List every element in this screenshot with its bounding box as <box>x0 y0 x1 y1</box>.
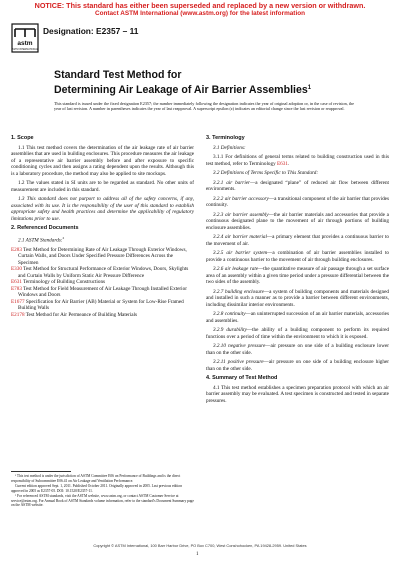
para-3-1-1: 3.1.1 For definitions of general terms related to building construction used in this test method, refer to Terminology E631. <box>206 154 389 167</box>
def-3-2-8: 3.2.8 continuity—an uninterrupted succession of an air barrier materials, accessories and assemblies. <box>206 311 389 324</box>
svg-text:astm: astm <box>17 40 33 47</box>
title-line-2: Determining Air Leakage of Air Barrier Assemblies <box>54 83 308 96</box>
title-footnote-mark: 1 <box>307 84 312 91</box>
footnote-1: ¹ This test method is under the jurisdiction of ASTM Committee E06 on Performance of Buildings and is the direct responsibility of Subcommittee E06.41 on Air Leakage and Ventilation Performance. <box>11 474 181 483</box>
title-line-1: Standard Test Method for <box>54 69 182 81</box>
ref-e2178[interactable]: E2178 Test Method for Air Permeance of Building Materials <box>11 311 138 318</box>
ref-e631-link[interactable]: E631 <box>277 160 288 167</box>
svg-text:ASTM INTERNATIONAL: ASTM INTERNATIONAL <box>11 48 39 51</box>
section-scope-heading: 1. Scope <box>11 135 34 141</box>
def-3-2-9: 3.2.9 durability—the ability of a building component to perform its required functions over a period of time within the environment to which it is exposed. <box>206 327 389 340</box>
para-1-1: 1.1 This test method covers the determination of the air leakage rate of air barrier assemblies that are used in building enclosures. This procedure measures the air leakage of a representative air barrier assembly before and after exposure to specific conditioning cycles and then assigns a rating dependent upon the results. Although this is a laboratory procedure, the method may also be applied to site mockups. <box>11 144 194 177</box>
left-column <box>11 133 194 318</box>
ref-e1677[interactable]: E1677 Specification for Air Barrier (AB) Material or System for Low-Rise Framed Building Walls <box>11 298 184 312</box>
issuance-note: This standard is issued under the fixed designation E2357; the number immediately following the designation indicates the year of original adoption or, in the case of revision, the year of last revision. A number in parentheses indicates the year of last reapproval. A superscript epsilon (ε) indicates an editorial change since the last revision or reapproval. <box>54 101 354 112</box>
notice-line-1: NOTICE: This standard has either been superseded and replaced by a new version or withdrawn. <box>34 1 366 10</box>
page-number: 1 <box>196 552 199 557</box>
para-2-1: 2.1 ASTM Standards:$^2$ <box>18 235 65 244</box>
para-4-1: 4.1 This test method establishes a specimen preparation protocol with which an air barrier assembly may be evaluated. A test specimen is constructed and tested in separate pressures. <box>206 384 389 404</box>
def-3-2-10: 3.2.10 negative pressure—air pressure on one side of a building enclosure lower than on the other side. <box>206 343 389 356</box>
ref-e631[interactable]: E631 Terminology of Building Constructions <box>11 279 106 286</box>
def-3-2-4: 3.2.4 air barrier material—a primary element that provides a continuous barrier to the movement of air. <box>206 234 389 247</box>
ref-e783[interactable]: E783 Test Method for Field Measurement of Air Leakage Through Installed Exterior Windows and Doors <box>11 285 187 299</box>
withdrawal-notice <box>0 0 400 18</box>
designation: Designation: E2357 – 11 <box>43 26 139 36</box>
def-3-2-7: 3.2.7 building enclosure—a system of building components and materials designed and installed in such a manner as to provide a barrier between different environments, including dissimilar interior environments. <box>206 288 389 308</box>
footnote-2: ² For referenced ASTM standards, visit the ASTM website, www.astm.org, or contact ASTM Customer Service at service@astm.org. For Annual Book of ASTM Standards volume information, refer to the standard's Document Summary page on the ASTM website. <box>11 494 194 507</box>
document-title <box>54 69 311 96</box>
footnotes <box>11 474 194 509</box>
para-1-2: 1.2 The values stated in SI units are to be regarded as standard. No other units of measurement are included in this standard. <box>11 180 194 193</box>
section-summary-heading: 4. Summary of Test Method <box>206 375 278 381</box>
copyright-footer: Copyright © ASTM International, 100 Barr Harbor Drive, PO Box C700, West Conshohocken, PA 19428-2959. United States <box>93 543 307 548</box>
astm-logo <box>11 23 39 53</box>
def-3-2-3: 3.2.3 air barrier assembly—the air barrier materials and accessories that provide a continuous designated plane to the movement of air through portions of building enclosure assemblies. <box>206 211 389 231</box>
right-column <box>206 133 389 407</box>
def-3-2-2: 3.2.2 air barrier accessory—a transitional component of the air barrier that provides continuity. <box>206 195 389 208</box>
ref-e330[interactable]: E330 Test Method for Structural Performance of Exterior Windows, Doors, Skylights and Curtain Walls by Uniform Static Air Pressure Difference <box>11 266 189 279</box>
def-3-2-6: 3.2.6 air leakage rate—the quantitative measure of air passage through a set surface area of an assembly within a given time period under a pressure differential between the two sides of the assembly. <box>206 266 389 285</box>
def-3-2-11: 3.2.11 positive pressure—air pressure on one side of a building enclosure higher than on the other side. <box>206 359 389 372</box>
para-3-1: 3.1 Definitions: <box>213 144 246 151</box>
footnote-edition: Current edition approved Sept. 1, 2011. Published October 2011. Originally approved in 2005. Last previous edition approved in 2005 as E2357-05. DOI: 10.1520/E2357-11. <box>11 484 183 493</box>
ref-e283[interactable]: E283 Test Method for Determining Rate of Air Leakage Through Exterior Windows, Curtain Walls, and Doors Under Specified Pressure Differences Across the Specimen <box>11 246 187 266</box>
section-referenced-docs-heading: 2. Referenced Documents <box>11 225 79 231</box>
section-terminology-heading: 3. Terminology <box>206 135 245 141</box>
notice-line-2: Contact ASTM International (www.astm.org) for the latest information <box>94 10 306 17</box>
def-3-2-1: 3.2.1 air barrier—a designated “plane” of reduced air flow between different environments. <box>206 179 389 192</box>
para-1-3: 1.3 This standard does not purport to address all of the safety concerns, if any, associated with its use. It is the responsibility of the user of this standard to establish appropriate safety and health practices and determine the applicability of regulatory limitations prior to use. <box>11 196 194 222</box>
para-3-2: 3.2 Definitions of Terms Specific to This Standard: <box>213 170 319 176</box>
def-3-2-5: 3.2.5 air barrier system—a combination of air barrier assemblies installed to provide a continuous barrier to the movement of air through building enclosures. <box>206 250 390 263</box>
footnote-divider <box>11 471 71 472</box>
